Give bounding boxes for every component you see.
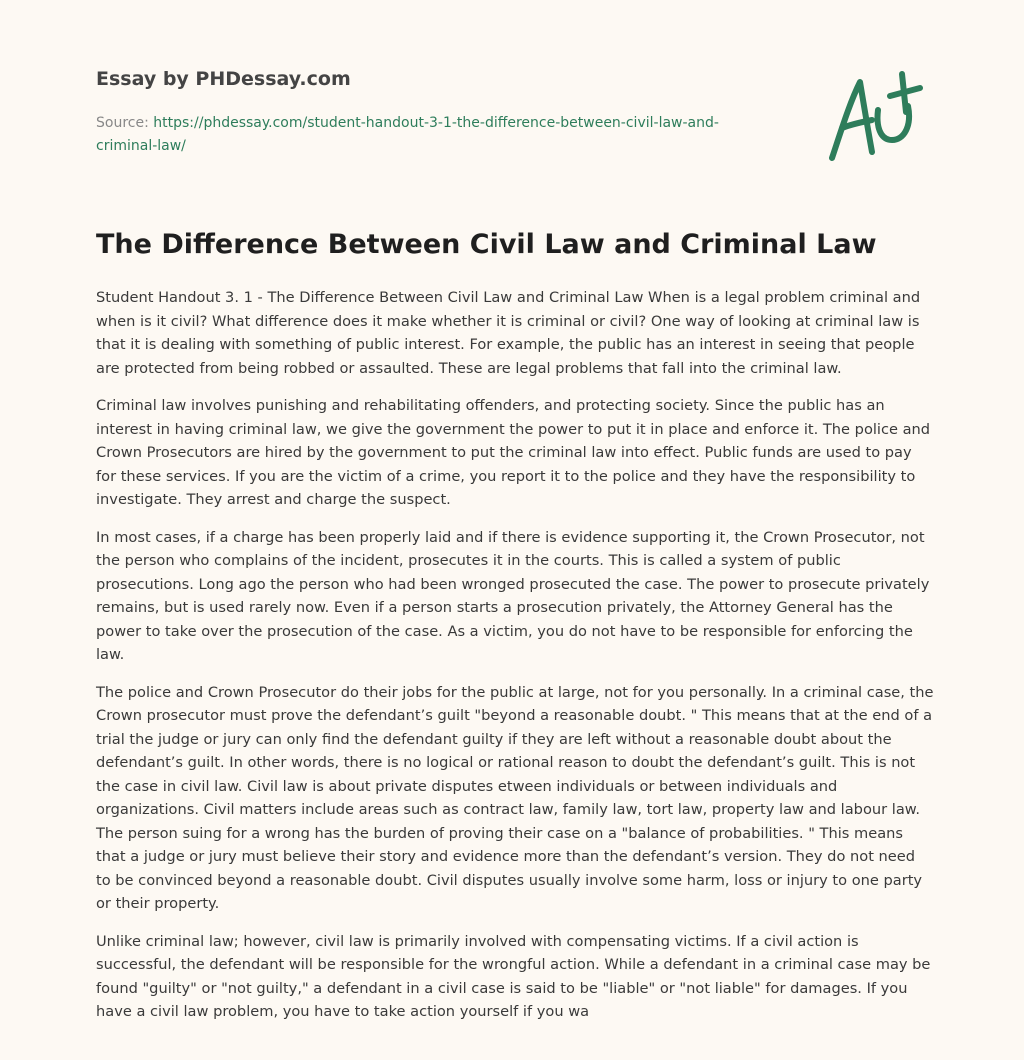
- essay-body: [96, 286, 934, 1038]
- page-header: [96, 66, 776, 158]
- paragraph: Student Handout 3. 1 - The Difference Between Civil Law and Criminal Law When is a legal problem criminal and when is it civil? What difference does it make whether it is criminal or civil? One way of looking at criminal law is that it is dealing with something of public interest. For example, the public has an interest in seeing that people are protected from being robbed or assaulted. These are legal problems that fall into the criminal law.: [96, 289, 921, 377]
- paragraph: Unlike criminal law; however, civil law is primarily involved with compensating victims. If a civil action is successful, the defendant will be responsible for the wrongful action. While a defendant in a criminal case may be found "guilty" or "not guilty," a defendant in a civil case is said to be "liable" or "not liable" for damages. If you have a civil law problem, you have to take action yourself if you wa: [96, 932, 931, 1020]
- source-line: [96, 112, 776, 158]
- source-link[interactable]: https://phdessay.com/student-handout-3-1-the-difference-between-civil-law-and-criminal-law/: [96, 115, 719, 154]
- a-plus-logo-icon: [820, 66, 930, 166]
- paragraph: In most cases, if a charge has been properly laid and if there is evidence supporting it, the Crown Prosecutor, not the person who complains of the incident, prosecutes it in the courts. This is called a system of public prosecutions. Long ago the person who had been wronged prosecuted the case. The power to prosecute privately remains, but is used rarely now. Even if a person starts a prosecution privately, the Attorney General has the power to take over the prosecution of the case. As a victim, you do not have to be responsible for enforcing the law.: [96, 528, 930, 663]
- essay-title: The Difference Between Civil Law and Criminal Law: [96, 229, 877, 260]
- paragraph: The police and Crown Prosecutor do their jobs for the public at large, not for you personally. In a criminal case, the Crown prosecutor must prove the defendant’s guilt "beyond a reasonable doubt. " This means that at the end of a trial the judge or jury can only find the defendant guilty if they are left without a reasonable doubt about the defendant’s guilt. In other words, there is no logical or rational reason to doubt the defendant’s guilt. This is not the case in civil law. Civil law is about private disputes etween individuals or between individuals and organizations. Civil matters include areas such as contract law, family law, tort law, property law and labour law. The person suing for a wrong has the burden of proving their case on a "balance of probabilities. " This means that a judge or jury must believe their story and evidence more than the defendant’s version. They do not need to be convinced beyond a reasonable doubt. Civil disputes usually involve some harm, loss or injury to one party or their property.: [96, 683, 934, 912]
- source-label: Source:: [96, 115, 154, 131]
- site-title: Essay by PHDessay.com: [96, 68, 351, 90]
- paragraph: Criminal law involves punishing and rehabilitating offenders, and protecting society. Since the public has an interest in having criminal law, we give the government the power to put it in place and enforce it. The police and Crown Prosecutors are hired by the government to put the criminal law into effect. Public funds are used to pay for these services. If you are the victim of a crime, you report it to the police and they have the responsibility to investigate. They arrest and charge the suspect.: [96, 397, 931, 508]
